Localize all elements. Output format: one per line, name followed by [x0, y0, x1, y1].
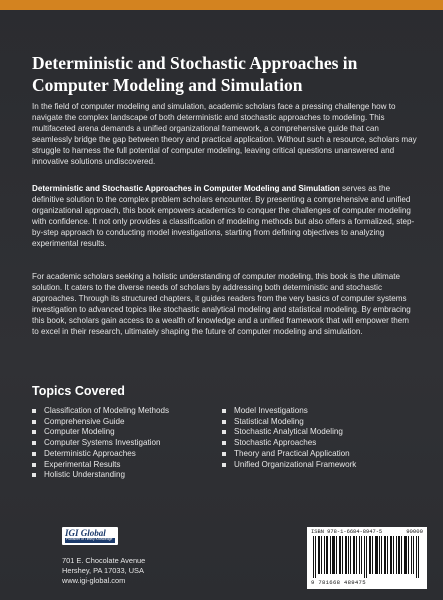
address-line-2: Hershey, PA 17033, USA: [62, 566, 144, 575]
topic-item: Holistic Understanding: [32, 470, 169, 481]
publisher-block: [62, 527, 145, 586]
bullet-icon: [222, 430, 226, 434]
bullet-icon: [222, 441, 226, 445]
topics-list-right: [222, 406, 356, 470]
description-paragraph-2: [32, 184, 417, 249]
description-paragraph-3: For academic scholars seeking a holistic understanding of computer modeling, this book is the ultimate solution. It caters to the diverse needs of scholars by addressing both deterministic and stochastic approaches. Through its structured chapters, it guides readers from the very basics of computer systems investigation to advanced topics like stochastic analytical modeling and statistical modeling. By embracing this book, scholars gain access to a wealth of knowledge and a unified framework that will empower them to excel in their research, ultimately shaping the future of computer modeling and simulation.: [32, 272, 411, 336]
bullet-icon: [32, 473, 36, 477]
isbn-label: ISBN 978-1-6684-8947-5: [311, 529, 383, 535]
bullet-icon: [32, 409, 36, 413]
address-line-1: 701 E. Chocolate Avenue: [62, 556, 146, 565]
topic-item: Statistical Modeling: [222, 417, 356, 428]
topic-item: Classification of Modeling Methods: [32, 406, 169, 417]
topic-item: Computer Modeling: [32, 427, 169, 438]
publisher-logo-tagline: Publisher of Timely Knowledge: [66, 537, 113, 541]
bullet-icon: [32, 420, 36, 424]
price-code: 90000: [406, 528, 423, 535]
accent-bar: [0, 0, 443, 10]
topic-item: Model Investigations: [222, 406, 356, 417]
topic-item: Stochastic Analytical Modeling: [222, 427, 356, 438]
bullet-icon: [222, 420, 226, 424]
topics-heading: Topics Covered: [32, 384, 125, 398]
isbn-barcode: [307, 527, 427, 589]
bullet-icon: [32, 463, 36, 467]
description-paragraph-1: In the field of computer modeling and simulation, academic scholars face a pressing challenge how to navigate the complex landscape of both deterministic and stochastic approaches to modeling. This multifaceted arena demands a unified organizational framework, a comprehensive guide that can seamlessly bridge the gap between theory and practical application. Without such a resource, scholars may struggle to harness the full potential of computer modeling, leaving critical questions unanswered and innovative solutions undiscovered.: [32, 102, 417, 166]
topic-item: Experimental Results: [32, 460, 169, 471]
bullet-icon: [32, 430, 36, 434]
book-title: Deterministic and Stochastic Approaches in Computer Modeling and Simulation: [32, 53, 358, 95]
bullet-icon: [222, 463, 226, 467]
publisher-logo-tagline-bar: [65, 538, 115, 543]
publisher-logo: [62, 527, 118, 545]
publisher-website: www.igi-global.com: [62, 576, 126, 585]
publisher-logo-text: IGI Global: [65, 528, 106, 538]
topics-list-left: [32, 406, 169, 481]
barcode-bars: [313, 536, 421, 578]
topic-item: Theory and Practical Application: [222, 449, 356, 460]
topic-item: Stochastic Approaches: [222, 438, 356, 449]
bullet-icon: [32, 441, 36, 445]
topic-item: Computer Systems Investigation: [32, 438, 169, 449]
description-paragraph-2-text: serves as the definitive solution to the complex problem scholars encounter. By presenting a comprehensive and unified organizational approach, this book empowers academics to conquer the challenges of computer modeling with confidence. It not only provides a classification of modeling methods but also offers a formalized, step-by-step approach to conducting model investigations, starting from defining objectives to analyzing experimental results.: [32, 184, 415, 248]
bullet-icon: [32, 452, 36, 456]
bullet-icon: [222, 409, 226, 413]
topic-item: Unified Organizational Framework: [222, 460, 356, 471]
topic-item: Comprehensive Guide: [32, 417, 169, 428]
book-title-inline: Deterministic and Stochastic Approaches in Computer Modeling and Simulation: [32, 184, 340, 193]
barcode-number: 9 781668 489475: [311, 579, 366, 586]
publisher-address: [62, 556, 145, 586]
bullet-icon: [222, 452, 226, 456]
topic-item: Deterministic Approaches: [32, 449, 169, 460]
